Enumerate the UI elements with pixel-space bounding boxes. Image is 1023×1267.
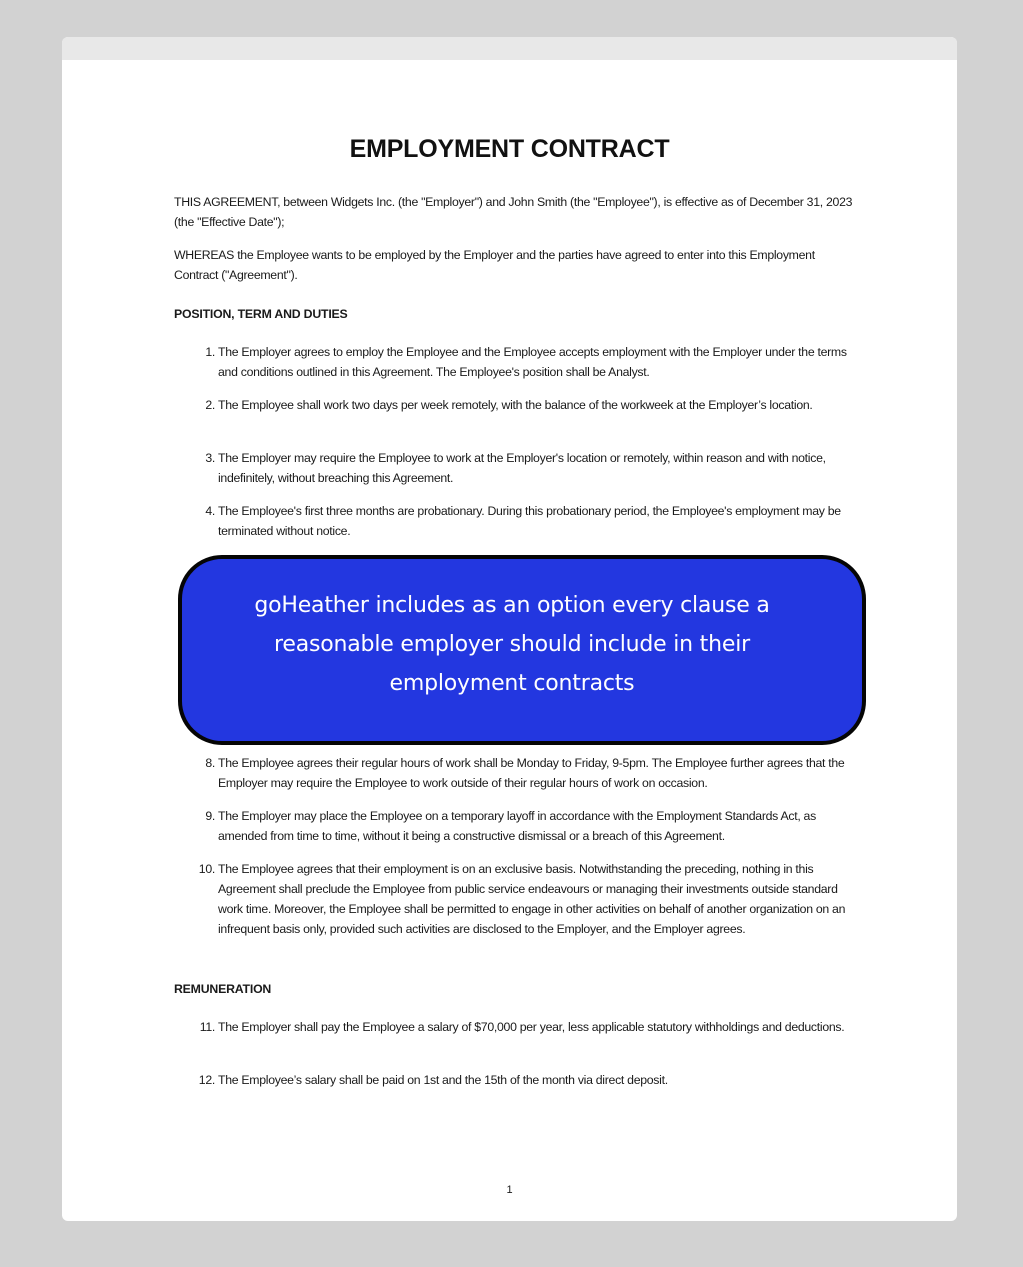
clause-item: [192, 859, 857, 939]
clause-number: 10.: [198, 862, 215, 876]
clause-number: 11.: [199, 1020, 215, 1034]
intro-paragraph: THIS AGREEMENT, between Widgets Inc. (the "Employer") and John Smith (the "Employee"), is effective as of December 31, 2023 (the "Effective Date");: [174, 195, 853, 229]
clause-item: [192, 395, 857, 415]
clause-item: [192, 342, 857, 382]
clause-text: The Employer agrees to employ the Employee and the Employee accepts employment with the Employer under the terms and conditions outlined in this Agreement. The Employee's position shall be Analyst.: [218, 345, 847, 379]
clause-number: 1.: [205, 345, 215, 359]
callout-text: goHeather includes as an option every clause a reasonable employer should include in their employment contracts: [254, 593, 770, 696]
clause-text: The Employer shall pay the Employee a salary of $70,000 per year, less applicable statutory withholdings and deductions.: [218, 1020, 845, 1034]
document-title: EMPLOYMENT CONTRACT: [349, 135, 670, 163]
clause-item: [192, 753, 857, 793]
clause-number: 3.: [205, 451, 215, 465]
clause-number: 9.: [205, 809, 215, 823]
clause-item: [192, 448, 857, 488]
promo-callout: [178, 555, 866, 745]
clause-item: [192, 1017, 857, 1037]
clause-text: The Employee agrees their regular hours of work shall be Monday to Friday, 9-5pm. The Employee further agrees that the Employer may require the Employee to work outside of their regular hours of work on occasion.: [218, 756, 845, 790]
clause-text: The Employee shall work two days per week remotely, with the balance of the workweek at the Employer’s location.: [218, 398, 813, 412]
whereas-paragraph: WHEREAS the Employee wants to be employed by the Employer and the parties have agreed to enter into this Employment Contract ("Agreement").: [174, 248, 815, 282]
section-heading-position: POSITION, TERM AND DUTIES: [174, 307, 348, 321]
clause-text: The Employee agrees that their employment is on an exclusive basis. Notwithstanding the preceding, nothing in this Agreement shall preclude the Employee from public service endeavours or managing their investments outside standard work time. Moreover, the Employee shall be permitted to engage in other activities on behalf of another organization on an infrequent basis only, provided such activities are disclosed to the Employer, and the Employer agrees.: [218, 862, 846, 936]
clause-item: [192, 806, 857, 846]
clause-text: The Employer may place the Employee on a temporary layoff in accordance with the Employment Standards Act, as amended from time to time, without it being a constructive dismissal or a breach of this Agreement.: [218, 809, 816, 843]
clause-item: [192, 1070, 857, 1090]
page-top-bar: [62, 37, 957, 60]
clause-number: 12.: [198, 1073, 215, 1087]
page-number: 1: [506, 1184, 513, 1196]
clause-number: 8.: [205, 756, 215, 770]
section-heading-remuneration: REMUNERATION: [174, 982, 272, 996]
clause-item: [192, 501, 857, 541]
clause-text: The Employer may require the Employee to work at the Employer's location or remotely, within reason and with notice, indefinitely, without breaching this Agreement.: [218, 451, 826, 485]
clause-text: The Employee's first three months are probationary. During this probationary period, the Employee's employment may be terminated without notice.: [218, 504, 841, 538]
clause-number: 2.: [205, 398, 215, 412]
clause-number: 4.: [205, 504, 215, 518]
clause-text: The Employee’s salary shall be paid on 1st and the 15th of the month via direct deposit.: [218, 1073, 668, 1087]
